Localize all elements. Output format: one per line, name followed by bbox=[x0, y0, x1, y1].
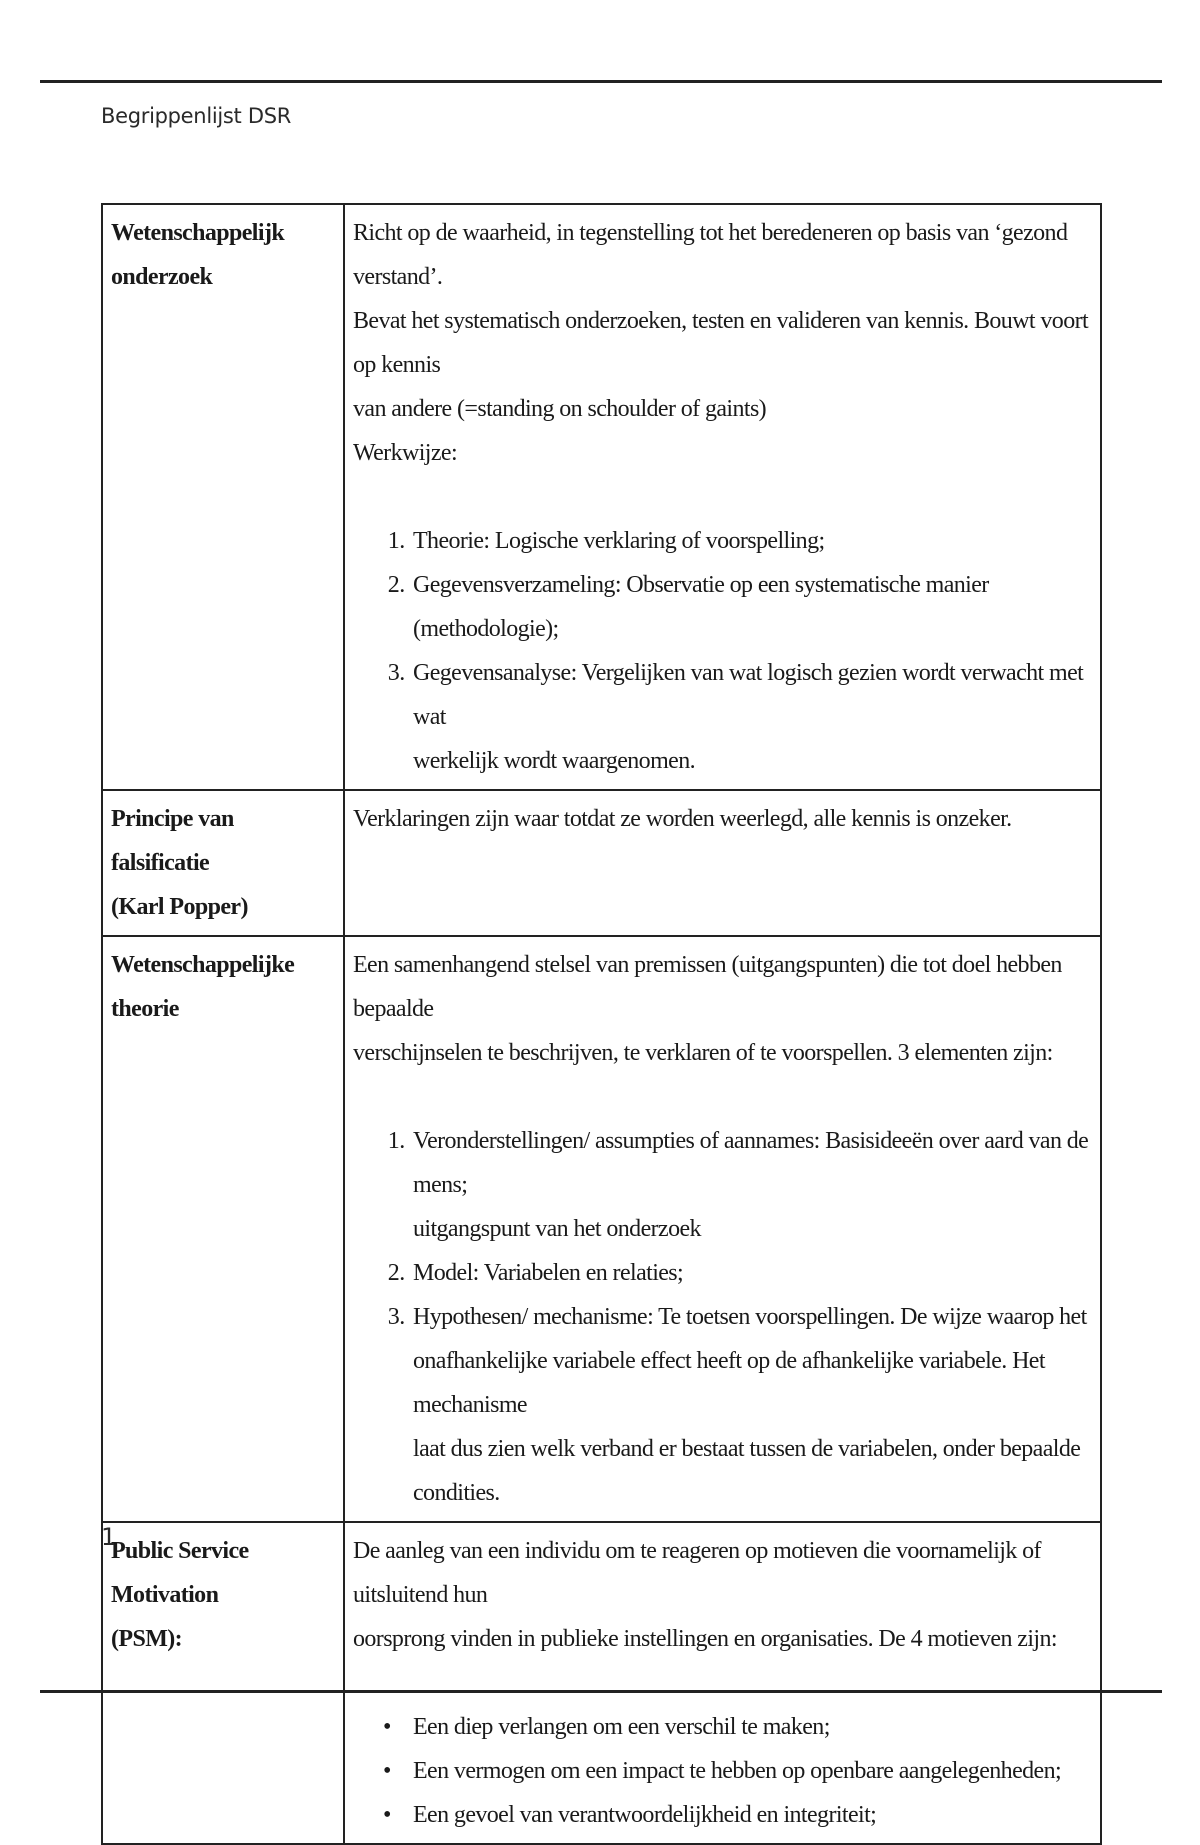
glossary-row-public-service-motivation bbox=[102, 1522, 1101, 1844]
definition-text bbox=[353, 797, 1094, 841]
definition-text bbox=[353, 943, 1094, 1075]
definition-line: verschijnselen te beschrijven, te verklaren of te voorspellen. 3 elementen zijn: bbox=[353, 1040, 1053, 1066]
term-text: Wetenschappelijke theorie bbox=[111, 952, 295, 1022]
term-text: (PSM): bbox=[111, 1626, 183, 1652]
bullet-icon: • bbox=[383, 1758, 391, 1784]
list-item: 3. Hypothesen/ mechanisme: Te toetsen voorspellingen. De wijze waarop het onafhankelijke variabele effect heeft op de afhankelijke variabele. Het mechanisme laat dus zien welk verband er bestaat tussen de variabelen, onder bepaalde condities. bbox=[410, 1295, 1094, 1515]
term-cell bbox=[102, 790, 344, 936]
list-item: 1. Veronderstellingen/ assumpties of aannames: Basisideeën over aard van de mens; uitgangspunt van het onderzoek bbox=[410, 1119, 1094, 1251]
footer-rule bbox=[40, 1690, 1162, 1693]
list-item: • Een diep verlangen om een verschil te maken; bbox=[410, 1705, 1094, 1749]
glossary-row-wetenschappelijk-onderzoek bbox=[102, 204, 1101, 790]
bullet-icon: • bbox=[383, 1802, 391, 1828]
document-title: Begrippenlijst DSR bbox=[101, 104, 292, 128]
term-text: (Karl Popper) bbox=[111, 894, 248, 920]
numbered-list bbox=[353, 519, 1094, 783]
term-text: onderzoek bbox=[111, 264, 213, 290]
definition-line: Verklaringen zijn waar totdat ze worden weerlegd, alle kennis is onzeker. bbox=[353, 806, 1012, 832]
glossary-table bbox=[101, 203, 1102, 1845]
definition-cell bbox=[344, 936, 1101, 1522]
definition-line: Bevat het systematisch onderzoeken, testen en valideren van kennis. Bouwt voort op kennis bbox=[353, 308, 1089, 378]
definition-cell bbox=[344, 204, 1101, 790]
list-item: • Een gevoel van verantwoordelijkheid en integriteit; bbox=[410, 1793, 1094, 1837]
definition-line: Richt op de waarheid, in tegenstelling tot het beredeneren op basis van ‘gezond verstand’. bbox=[353, 220, 1068, 290]
list-item: 1. Theorie: Logische verklaring of voorspelling; bbox=[410, 519, 1094, 563]
definition-line: van andere (=standing on schoulder of gaints) bbox=[353, 396, 767, 422]
term-text: Principe van falsificatie bbox=[111, 806, 234, 876]
definition-text bbox=[353, 1529, 1094, 1661]
glossary-row-wetenschappelijke-theorie bbox=[102, 936, 1101, 1522]
term-text: Public Service Motivation bbox=[111, 1538, 249, 1608]
term-cell bbox=[102, 1522, 344, 1844]
definition-line: oorsprong vinden in publieke instellingen en organisaties. De 4 motieven zijn: bbox=[353, 1626, 1057, 1652]
list-item: 3. Gegevensanalyse: Vergelijken van wat logisch gezien wordt verwacht met wat werkelijk wordt waargenomen. bbox=[410, 651, 1094, 783]
definition-text bbox=[353, 211, 1094, 475]
term-text: Wetenschappelijk bbox=[111, 220, 285, 246]
definition-line: De aanleg van een individu om te reageren op motieven die voornamelijk of uitsluitend hun bbox=[353, 1538, 1041, 1608]
page-number: 1 bbox=[101, 1523, 117, 1551]
definition-line: Werkwijze: bbox=[353, 440, 458, 466]
header-rule bbox=[40, 80, 1162, 83]
definition-line: Een samenhangend stelsel van premissen (uitgangspunten) die tot doel hebben bepaalde bbox=[353, 952, 1062, 1022]
definition-cell bbox=[344, 1522, 1101, 1844]
glossary-row-principe-van-falsificatie bbox=[102, 790, 1101, 936]
bullet-icon: • bbox=[383, 1714, 391, 1740]
list-item: • Een vermogen om een impact te hebben op openbare aangelegenheden; bbox=[410, 1749, 1094, 1793]
term-cell bbox=[102, 204, 344, 790]
list-item: 2. Model: Variabelen en relaties; bbox=[410, 1251, 1094, 1295]
bullet-list bbox=[353, 1705, 1094, 1837]
numbered-list bbox=[353, 1119, 1094, 1515]
list-item: 2. Gegevensverzameling: Observatie op een systematische manier (methodologie); bbox=[410, 563, 1094, 651]
term-cell bbox=[102, 936, 344, 1522]
definition-cell bbox=[344, 790, 1101, 936]
